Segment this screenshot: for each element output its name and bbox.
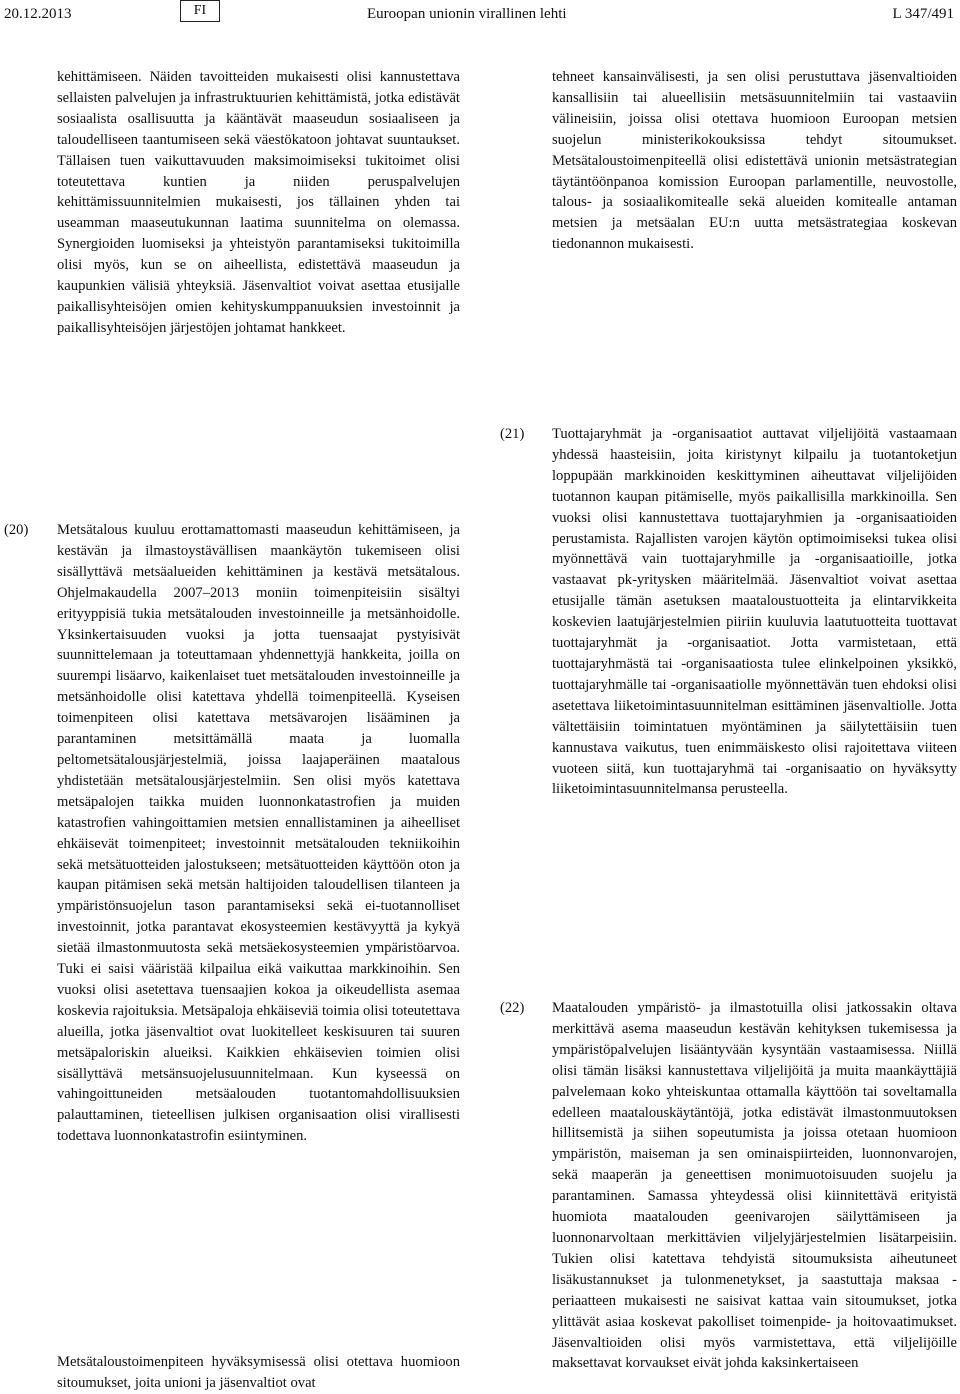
page-header	[0, 0, 960, 24]
publication-date: 20.12.2013	[4, 6, 72, 22]
recital-21-number: (21)	[500, 426, 525, 442]
recital-22-text: Maatalouden ympäristö- ja ilmastotuilla olisi jatkossakin oltava merkittävä asema maaseudun kestävän kehityksen tukemisessa ja ympäristöpalvelujen lisääntyvään kysyntään vastaamisessa. Niillä olisi tämän lisäksi kannustettava viljelijöitä ja muita maankäyttäjiä palvelemaan koko yhteiskuntaa ottamalla käyttöön tai soveltamalla edelleen maatalouskäytäntöjä, jotka edistävät ilmastonmuutoksen hillitsemistä ja siihen sopeutumista ja joissa otetaan huomioon ympäristön, maiseman ja sen ominaispiirteiden, luonnonvarojen, sekä maaperän ja geneettisen monimuotoisuuden suojelu ja parantaminen. Samassa yhteydessä olisi kiinnitettävä erityistä huomiota maatalouden geenivarojen säilyttämiseen ja luonnonarvoltaan merkittävien viljelyjärjestelmien lisätarpeisiin. Tukien olisi katettava tehdyistä sitoumuksista aiheutuneet lisäkustannukset ja tulonmenetykset, ja saastuttaja maksaa -periaatteen mukaisesti ne saisivat kattaa vain sitoumukset, jotka ylittävät asiaa koskevat pakolliset toimenpide- ja hoitovaatimukset. Jäsenvaltioiden olisi myös varmistettava, että viljelijöille maksettavat korvaukset eivät johda kaksinkertaiseen	[552, 1000, 957, 1372]
recital-21-text: Tuottajaryhmät ja -organisaatiot auttavat viljelijöitä vastaamaan yhdessä haasteisiin, joita kiristynyt kilpailu ja tuotantoketjun loppupään markkinoiden keskittyminen aiheuttavat viljelijöiden tuotannon kaupan pitämiselle, myös paikallisilla markkinoilla. Sen vuoksi olisi kannustettava tuottajaryhmien ja -organisaatioiden perustamista. Rajallisten varojen käytön optimoimiseksi tukea olisi myönnettävä vain tuottajaryhmille ja -organisaatioille, jotka vastaavat pk-yritysken määritelmää. Jäsenvaltiot voivat asettaa etusijalle tämän asetuksen maataloustuotteita ja elintarvikkeita koskevien laatujärjestelmien piiriin kuuluvia laatutuotteita tuottavat tuottajaryhmät ja -organisaatiot. Jotta varmistetaan, että tuottajaryhmästä tai -organisaatiosta tulee elinkelpoinen yksikkö, tuottajaryhmälle tai -organisaatiolle myönnettävän tuen ehdoksi olisi asetettava liiketoimintasuunnitelman esittäminen jäsenvaltiolle. Jotta vältettäisiin toimintatuen myöntäminen ja säilytettäisiin tuen kannustava vaikutus, tuen enimmäiskesto olisi rajoitettava viiteen vuoteen siitä, kun tuottajaryhmä tai -organisaatio on hyväksytty liiketoimintasuunnitelmansa perusteella.	[552, 426, 957, 798]
journal-title: Euroopan unionin virallinen lehti	[367, 6, 567, 22]
right-column-continuation-text: tehneet kansainvälisesti, ja sen olisi perustuttava jäsenvaltioiden kansallisiin tai alueellisiin metsäsuunnitelmiin tai vastaaviin välineisiin, joissa olisi otettava huomioon Euroopan metsien suojelun ministerikokouksissa tehdyt sitoumukset. Metsätaloustoimenpiteellä olisi edistettävä unionin metsästrategian täytäntöönpanoa komission Euroopan parlamentille, neuvostolle, talous- ja sosiaalikomitealle sekä alueiden komitealle antaman metsien ja metsäalan EU:n uutta metsästrategiaa koskevan tiedonannon mukaisesti.	[552, 69, 957, 253]
page-reference: L 347/491	[892, 6, 954, 22]
recital-20-text: Metsätalous kuuluu erottamattomasti maaseudun kehittämiseen, ja kestävän ja ilmastoystävällisen maankäytön tukemiseen olisi sisällyttävä metsäalueiden kehittäminen ja kestävä metsätalous. Ohjelmakaudella 2007–2013 moniin toimenpiteisiin sisältyi erityyppisiä tukia metsätalouden investoinneille ja metsänhoidolle. Yksinkertaisuuden vuoksi ja jotta tuensaajat pystyisivät suunnittelemaan ja toteuttamaan yhdennettyjä hankkeita, joilla on suurempi lisäarvo, kaikenlaiset tuet metsätalouden investoinneille ja metsänhoidolle olisi katettava yhdellä toimenpiteellä. Kyseisen toimenpiteen olisi katettava metsävarojen lisääminen ja parantaminen metsittämällä maata ja luomalla peltometsätalousjärjestelmiä, joissa laajaperäinen maatalous yhdistetään metsätalousjärjestelmiin. Sen olisi myös katettava metsäpalojen taikka muiden luonnonkatastrofien ja muiden katastrofien vahingoittamien metsien ennallistaminen ja aiheelliset ehkäisevät toimenpiteet; investoinnit metsätalouden tekniikoihin sekä metsätuotteiden jalostukseen; metsätuotteiden käyttöön oton ja kaupan pitämisen sekä metsän haltijoiden taloudellisen tilanteen ja ympäristönsuojelun tason parantamiseksi sekä ei-tuotannolliset investoinnit, jotka parantavat ekosysteemien kestävyyttä ja kykyä sietää ilmastonmuutosta sekä metsäekosysteemien ympäristöarvoa. Tuki ei saisi vääristää kilpailua eikä vaikuttaa markkinoihin. Sen vuoksi olisi asetettava tuensaajien kokoa ja oikeudellista asemaa koskevia rajoituksia. Metsäpaloja ehkäiseviä toimia olisi toteutettava alueilla, jotka jäsenvaltiot ovat luokitelleet keskisuuren tai suuren metsäpaloriskin alueiksi. Kaikkien ehkäisevien toimien olisi sisällyttävä metsänsuojelusuunnitelmaan. Kun kyseessä on vahingoittuneiden metsäalouden tuotantomahdollisuuksien palauttaminen, tieteellisen julkisen organisaation olisi virallisesti todettava luonnonkatastrofin esiintyminen.	[57, 522, 460, 1145]
language-badge: FI	[180, 0, 220, 22]
recital-20-continuation: Metsätaloustoimenpiteen hyväksymisessä olisi otettava huomioon sitoumukset, joita unioni ja jäsenvaltiot ovat	[57, 1354, 460, 1391]
recital-22-number: (22)	[500, 1000, 525, 1016]
recital-20-number: (20)	[4, 522, 29, 538]
left-column-continuation-text: kehittämiseen. Näiden tavoitteiden mukaisesti olisi kannustettava sellaisten palvelujen ja infrastruktuurien kehittämistä, jotka edistävät sosiaalista osallisuutta ja kääntävät maaseudun sosiaaliseen ja taloudelliseen taantumiseen sekä väestökatoon johtavat suuntaukset. Tällaisen tuen vaikuttavuuden maksimoimiseksi tukitoimet olisi toteutettava kuntien ja niiden peruspalvelujen kehittämissuunnitelmien mukaisesti, jos tällainen yhden tai useamman maaseutukunnan laatima suunnitelma on olemassa. Synergioiden luomiseksi ja yhteistyön parantamiseksi tukitoimilla olisi myös, kun se on aiheellista, edistettävä maaseudun ja kaupunkien välisiä yhteyksiä. Jäsenvaltiot voivat asettaa etusijalle paikallisyhteisöjen omien kehityskumppanuuksien investoinnit ja paikallisyhteisöjen järjestöjen johtamat hankkeet.	[57, 69, 460, 336]
